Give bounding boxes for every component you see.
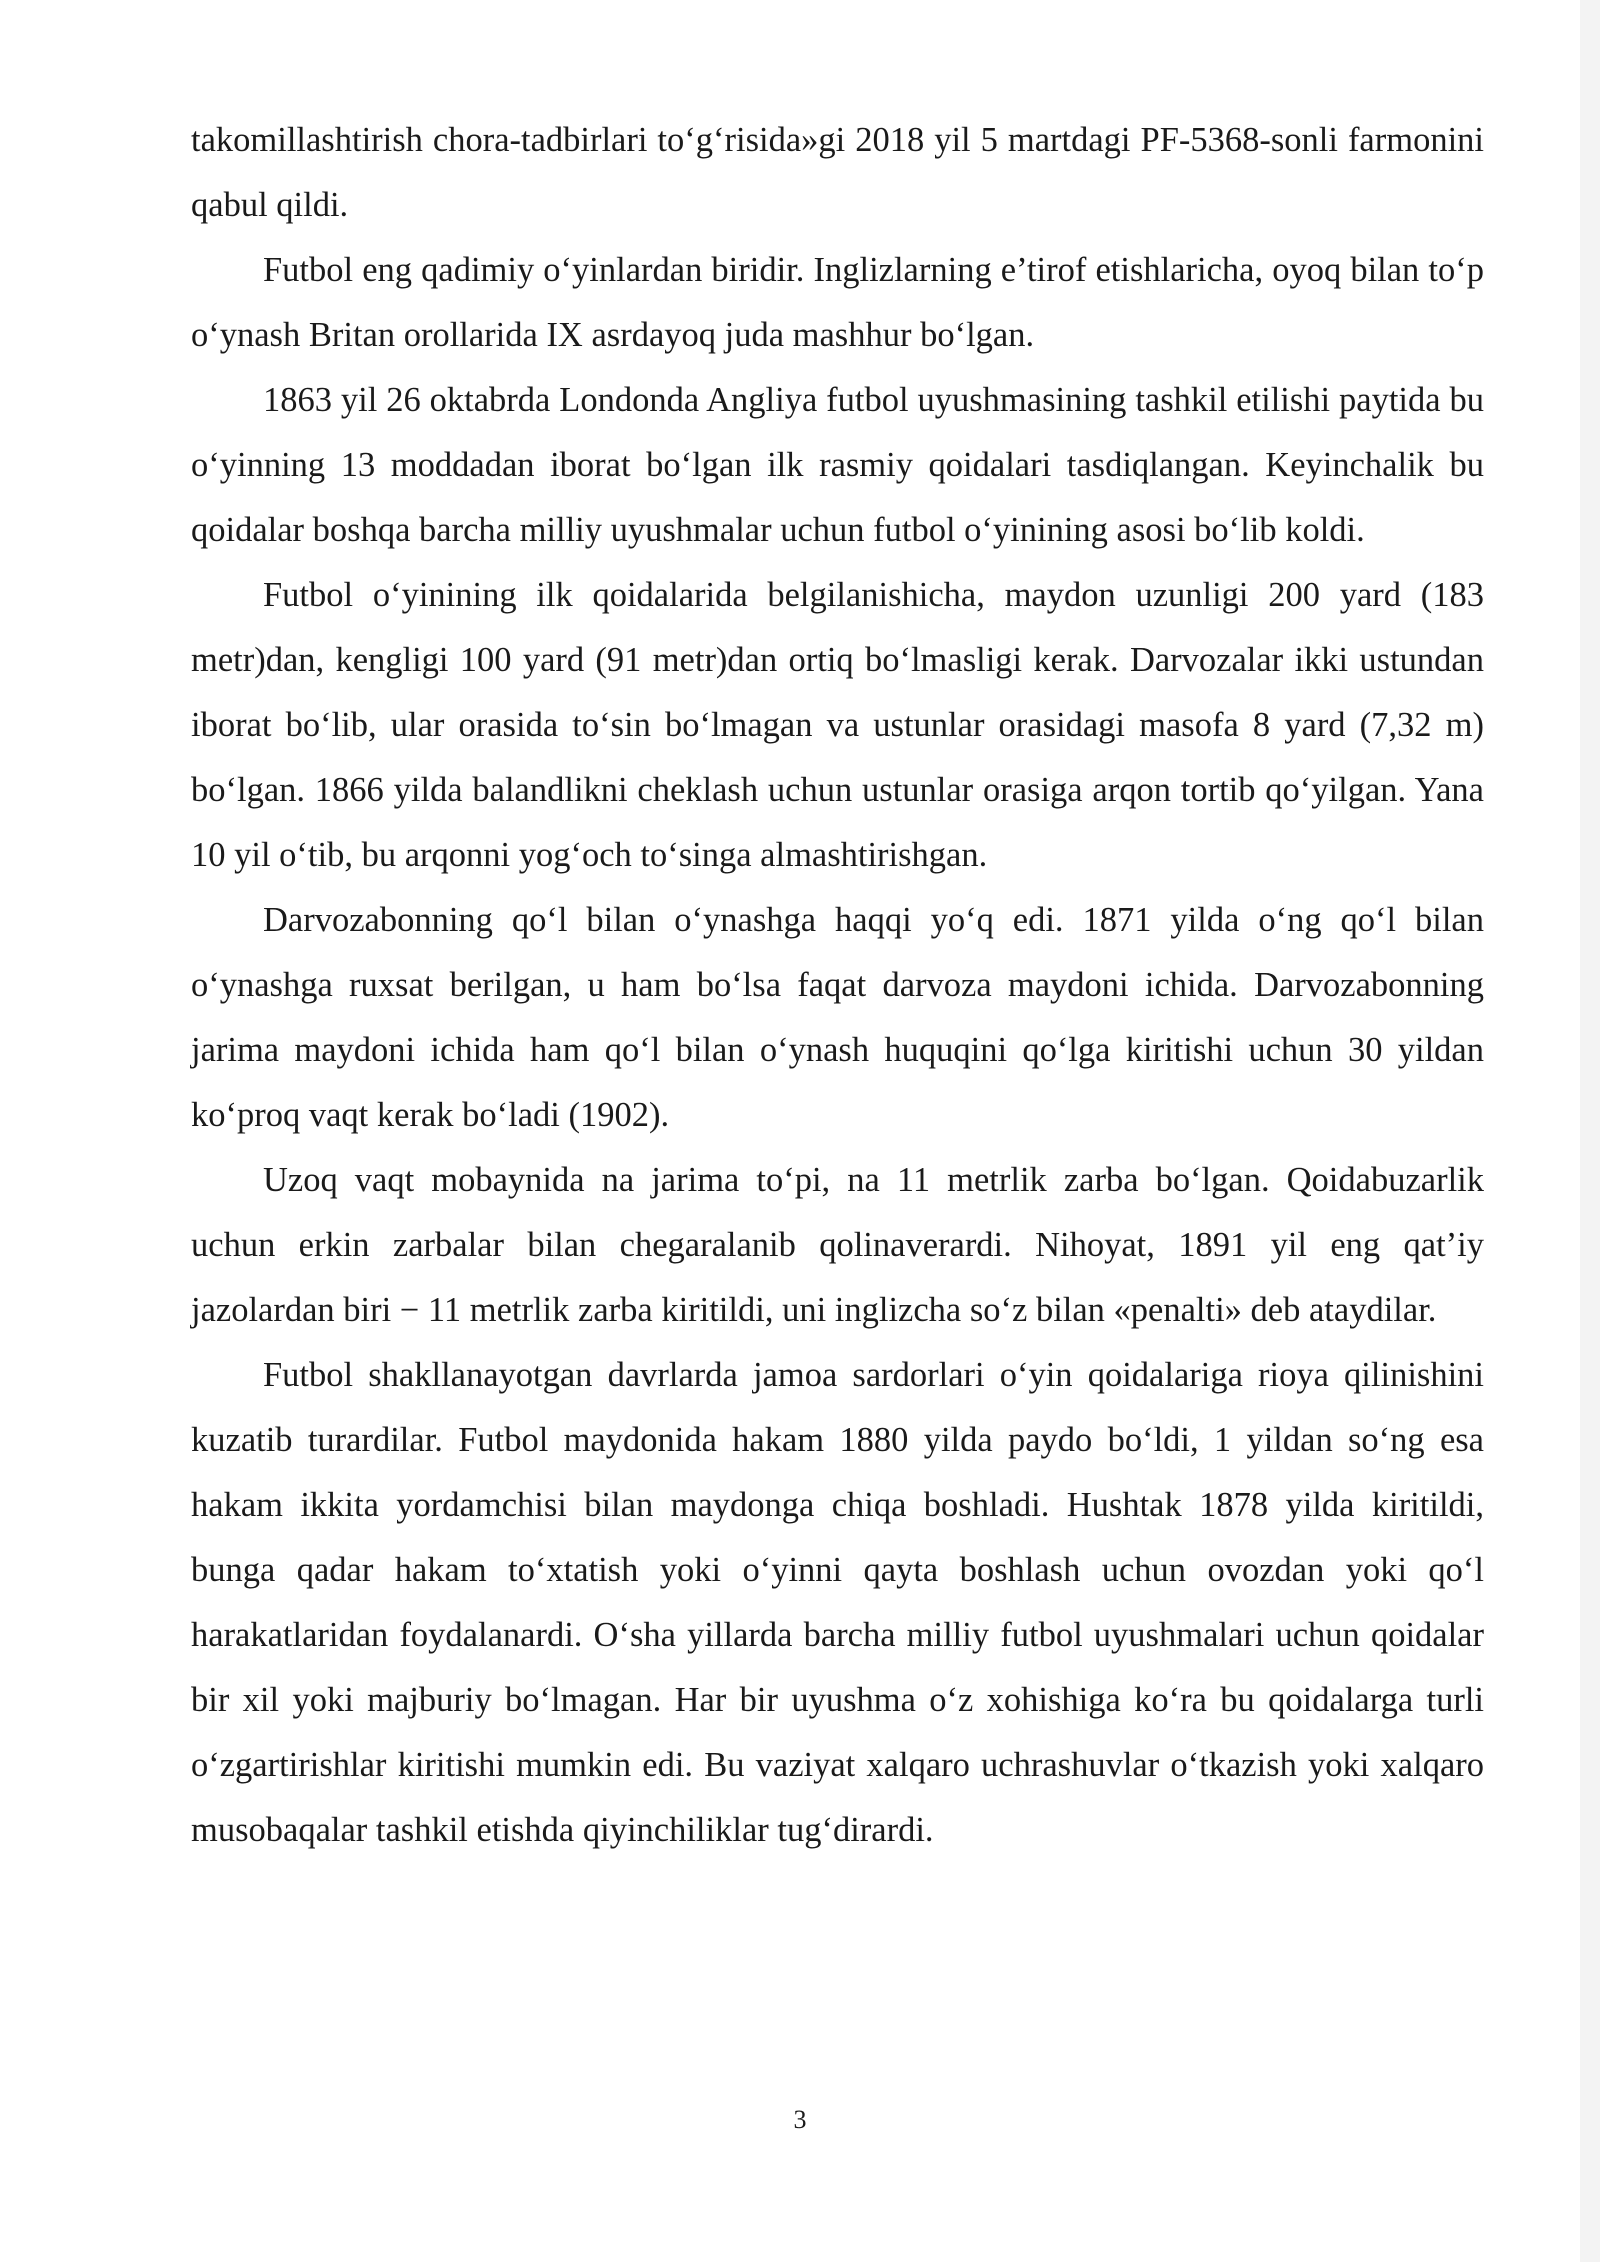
paragraph: Futbol eng qadimiy o‘yinlardan biridir. Inglizlarning e’tirof etishlaricha, oyoq bilan to‘p o‘ynash Britan orollarida IX asrdayoq juda mashhur bo‘lgan. (191, 251, 1484, 354)
page-edge-shade (1580, 0, 1600, 2262)
paragraph: 1863 yil 26 oktabrda Londonda Angliya futbol uyushmasining tashkil etilishi paytida bu o‘yinning 13 moddadan iborat bo‘lgan ilk rasmiy qoidalari tasdiqlangan. Keyinchalik bu qoidalar boshqa barcha milliy uyushmalar uchun futbol o‘yinining asosi bo‘lib koldi. (191, 381, 1484, 549)
paragraph: Darvozabonning qo‘l bilan o‘ynashga haqqi yo‘q edi. 1871 yilda o‘ng qo‘l bilan o‘ynashga ruxsat berilgan, u ham bo‘lsa faqat darvoza maydoni ichida. Darvozabonning jarima maydoni ichida ham qo‘l bilan o‘ynash huquqini qo‘lga kiritishi uchun 30 yildan ko‘proq vaqt kerak bo‘ladi (1902). (191, 901, 1484, 1134)
page-number: 3 (793, 2105, 807, 2134)
paragraph: Futbol shakllanayotgan davrlarda jamoa sardorlari o‘yin qoidalariga rioya qilinishini kuzatib turardilar. Futbol maydonida hakam 1880 yilda paydo bo‘ldi, 1 yildan so‘ng esa hakam ikkita yordamchisi bilan maydonga chiqa boshladi. Hushtak 1878 yilda kiritildi, bunga qadar hakam to‘xtatish yoki o‘yinni qayta boshlash uchun ovozdan yoki qo‘l harakatlaridan foydalanardi. O‘sha yillarda barcha milliy futbol uyushmalari uchun qoidalar bir xil yoki majburiy bo‘lmagan. Har bir uyushma o‘z xohishiga ko‘ra bu qoidalarga turli o‘zgartirishlar kiritishi mumkin edi. Bu vaziyat xalqaro uchrashuvlar o‘tkazish yoki xalqaro musobaqalar tashkil etishda qiyinchiliklar tug‘dirardi. (191, 1356, 1484, 1849)
paragraph-continuation: takomillashtirish chora-tadbirlari to‘g‘risida»gi 2018 yil 5 martdagi PF-5368-sonli farmonini qabul qildi. (191, 121, 1484, 224)
paragraph: Futbol o‘yinining ilk qoidalarida belgilanishicha, maydon uzunligi 200 yard (183 metr)dan, kengligi 100 yard (91 metr)dan ortiq bo‘lmasligi kerak. Darvozalar ikki ustundan iborat bo‘lib, ular orasida to‘sin bo‘lmagan va ustunlar orasidagi masofa 8 yard (7,32 m) bo‘lgan. 1866 yilda balandlikni cheklash uchun ustunlar orasiga arqon tortib qo‘yilgan. Yana 10 yil o‘tib, bu arqonni yog‘och to‘singa almashtirishgan. (191, 576, 1484, 874)
paragraph: Uzoq vaqt mobaynida na jarima to‘pi, na 11 metrlik zarba bo‘lgan. Qoidabuzarlik uchun erkin zarbalar bilan chegaralanib qolinaverardi. Nihoyat, 1891 yil eng qat’iy jazolardan biri − 11 metrlik zarba kiritildi, uni inglizcha so‘z bilan «penalti» deb ataydilar. (191, 1161, 1484, 1329)
body-text (191, 108, 1484, 1863)
